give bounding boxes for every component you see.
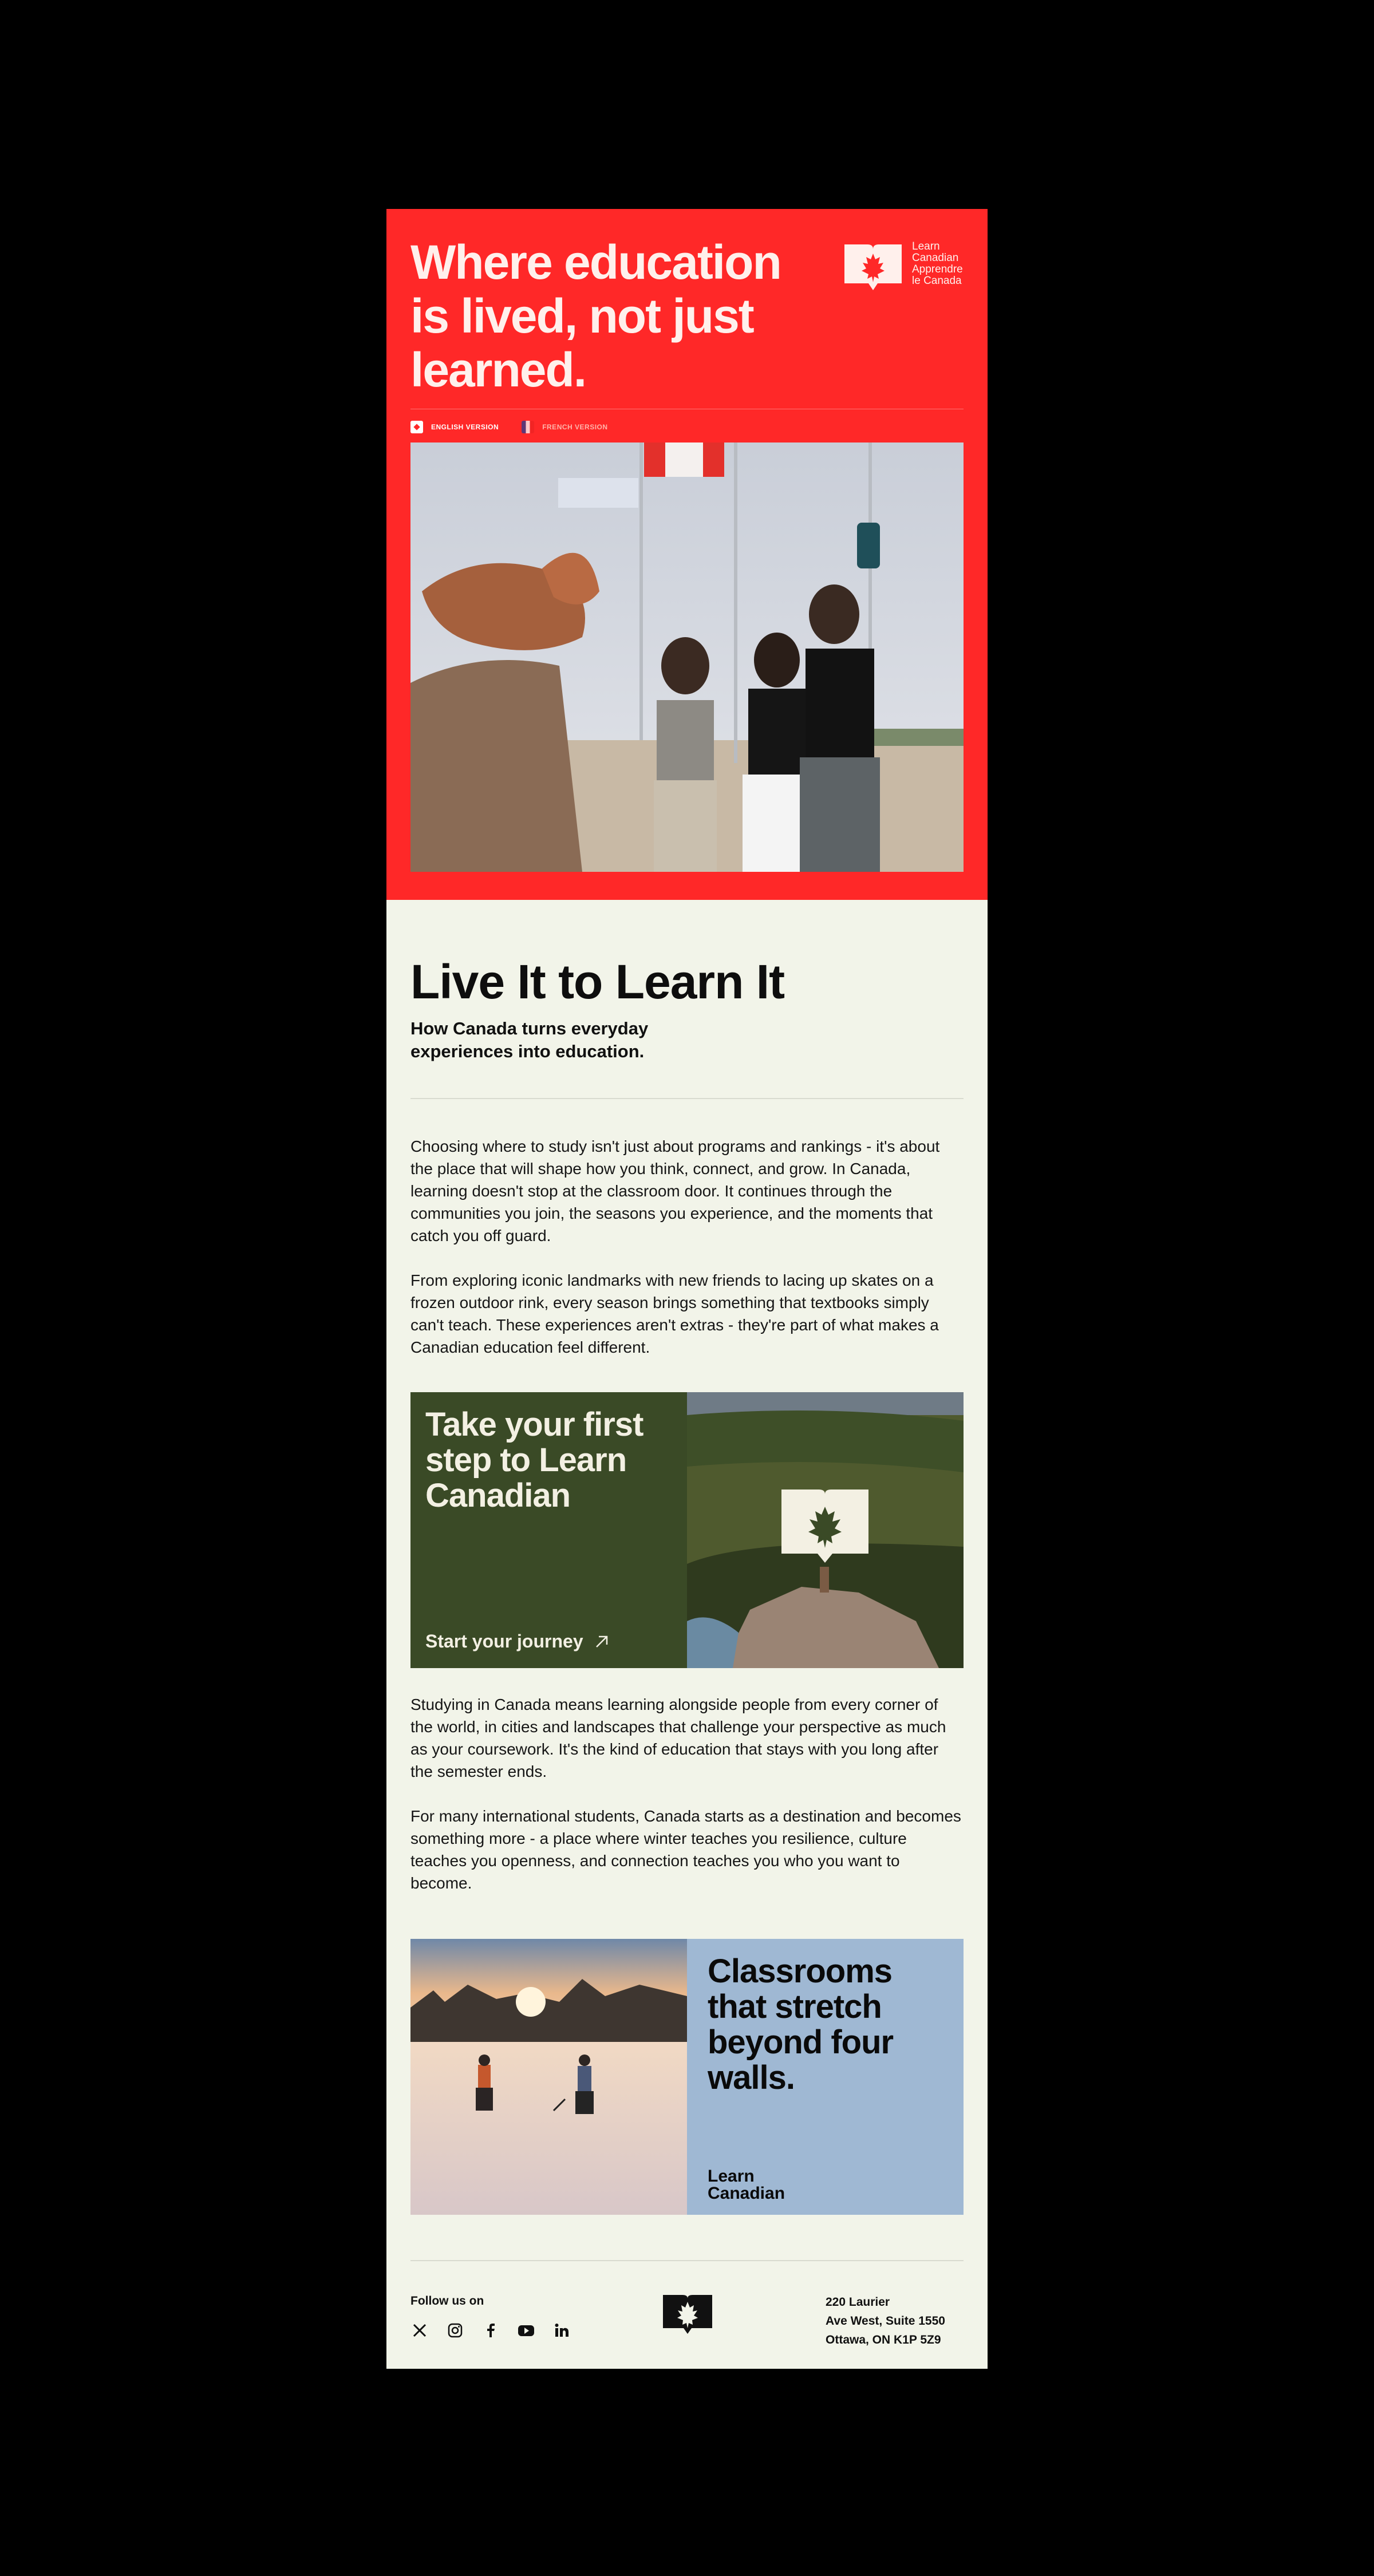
footer-logo-icon[interactable] xyxy=(662,2293,713,2336)
cta-title: Take your first step to Learn Canadian xyxy=(425,1406,643,1514)
logo-line: le Canada xyxy=(912,275,962,287)
instagram-icon[interactable] xyxy=(446,2321,464,2340)
skating-photo xyxy=(410,1939,687,2215)
body-paragraph-3: Studying in Canada means learning alongside people from every corner of the world, in cities and landscapes that challenge your perspective as much as your coursework. It's the kind of education that stays with you long after the semester ends. xyxy=(410,1696,946,1780)
selfie-photo-illustration xyxy=(410,442,964,872)
linkedin-icon[interactable] xyxy=(552,2321,571,2340)
english-version-link[interactable] xyxy=(410,421,499,433)
french-version-label: FRENCH VERSION xyxy=(542,423,608,431)
start-journey-link[interactable] xyxy=(425,1631,610,1652)
logo-line: Apprendre xyxy=(912,263,963,275)
start-journey-label: Start your journey xyxy=(425,1631,583,1652)
social-links xyxy=(410,2321,571,2340)
logo-line: Canadian xyxy=(912,252,959,264)
quebec-flag-icon xyxy=(522,421,534,433)
cta-panel xyxy=(410,1392,687,1668)
canada-flag-icon xyxy=(410,421,423,433)
hero-section xyxy=(386,209,988,900)
section-divider xyxy=(410,1098,964,1099)
learn-canadian-wordmark xyxy=(708,2168,785,2202)
language-switcher xyxy=(410,421,608,433)
cta-photo-landscape xyxy=(687,1392,964,1668)
french-version-link[interactable] xyxy=(522,421,607,433)
address-line: Ave West, Suite 1550 xyxy=(826,2314,945,2328)
cta-banner xyxy=(410,1392,964,1668)
wordmark-line: Learn xyxy=(708,2167,755,2186)
landscape-photo-illustration xyxy=(687,1392,964,1668)
body-paragraph-2: From exploring iconic landmarks with new friends to lacing up skates on a frozen outdoor rink, every season brings something that textbooks simply can't teach. These experiences aren't extras - they're part of what makes a Canadian education feel different. xyxy=(410,1271,939,1356)
email-container xyxy=(386,209,988,2369)
main-title: Live It to Learn It xyxy=(410,955,785,1009)
classrooms-title: Classrooms that stretch beyond four walls. xyxy=(708,1953,894,2096)
body-paragraph-4: For many international students, Canada starts as a destination and becomes something more - a place where winter teaches you resilience, culture teaches you openness, and connection teaches you who you want to become. xyxy=(410,1807,961,1892)
follow-us-label: Follow us on xyxy=(410,2294,484,2308)
logo-line: Learn xyxy=(912,240,940,252)
hero-photo-selfie xyxy=(410,442,964,872)
learn-canadian-logo[interactable] xyxy=(842,241,969,294)
classrooms-panel xyxy=(687,1939,964,2215)
skating-photo-illustration xyxy=(410,1939,687,2215)
wordmark-line: Canadian xyxy=(708,2184,785,2203)
classrooms-banner xyxy=(410,1939,964,2215)
x-icon[interactable] xyxy=(410,2321,429,2340)
address-line: Ottawa, ON K1P 5Z9 xyxy=(826,2333,941,2346)
youtube-icon[interactable] xyxy=(517,2321,535,2340)
maple-book-icon xyxy=(842,241,904,294)
address-line: 220 Laurier xyxy=(826,2296,890,2309)
logo-wordmark xyxy=(912,241,969,287)
arrow-up-right-icon xyxy=(594,1634,610,1650)
hero-headline: Where education is lived, not just learned. xyxy=(410,235,781,397)
footer-address xyxy=(826,2293,945,2349)
facebook-icon[interactable] xyxy=(481,2321,500,2340)
body-paragraph-1: Choosing where to study isn't just about programs and rankings - it's about the place that will shape how you think, connect, and grow. In Canada, learning doesn't stop at the classroom door. It continues through the communities you join, the seasons you experience, and the moments that catch you off guard. xyxy=(410,1137,940,1244)
footer-divider xyxy=(410,2260,964,2261)
main-subtitle: How Canada turns everyday experiences into education. xyxy=(410,1018,649,1061)
english-version-label: ENGLISH VERSION xyxy=(431,423,499,431)
